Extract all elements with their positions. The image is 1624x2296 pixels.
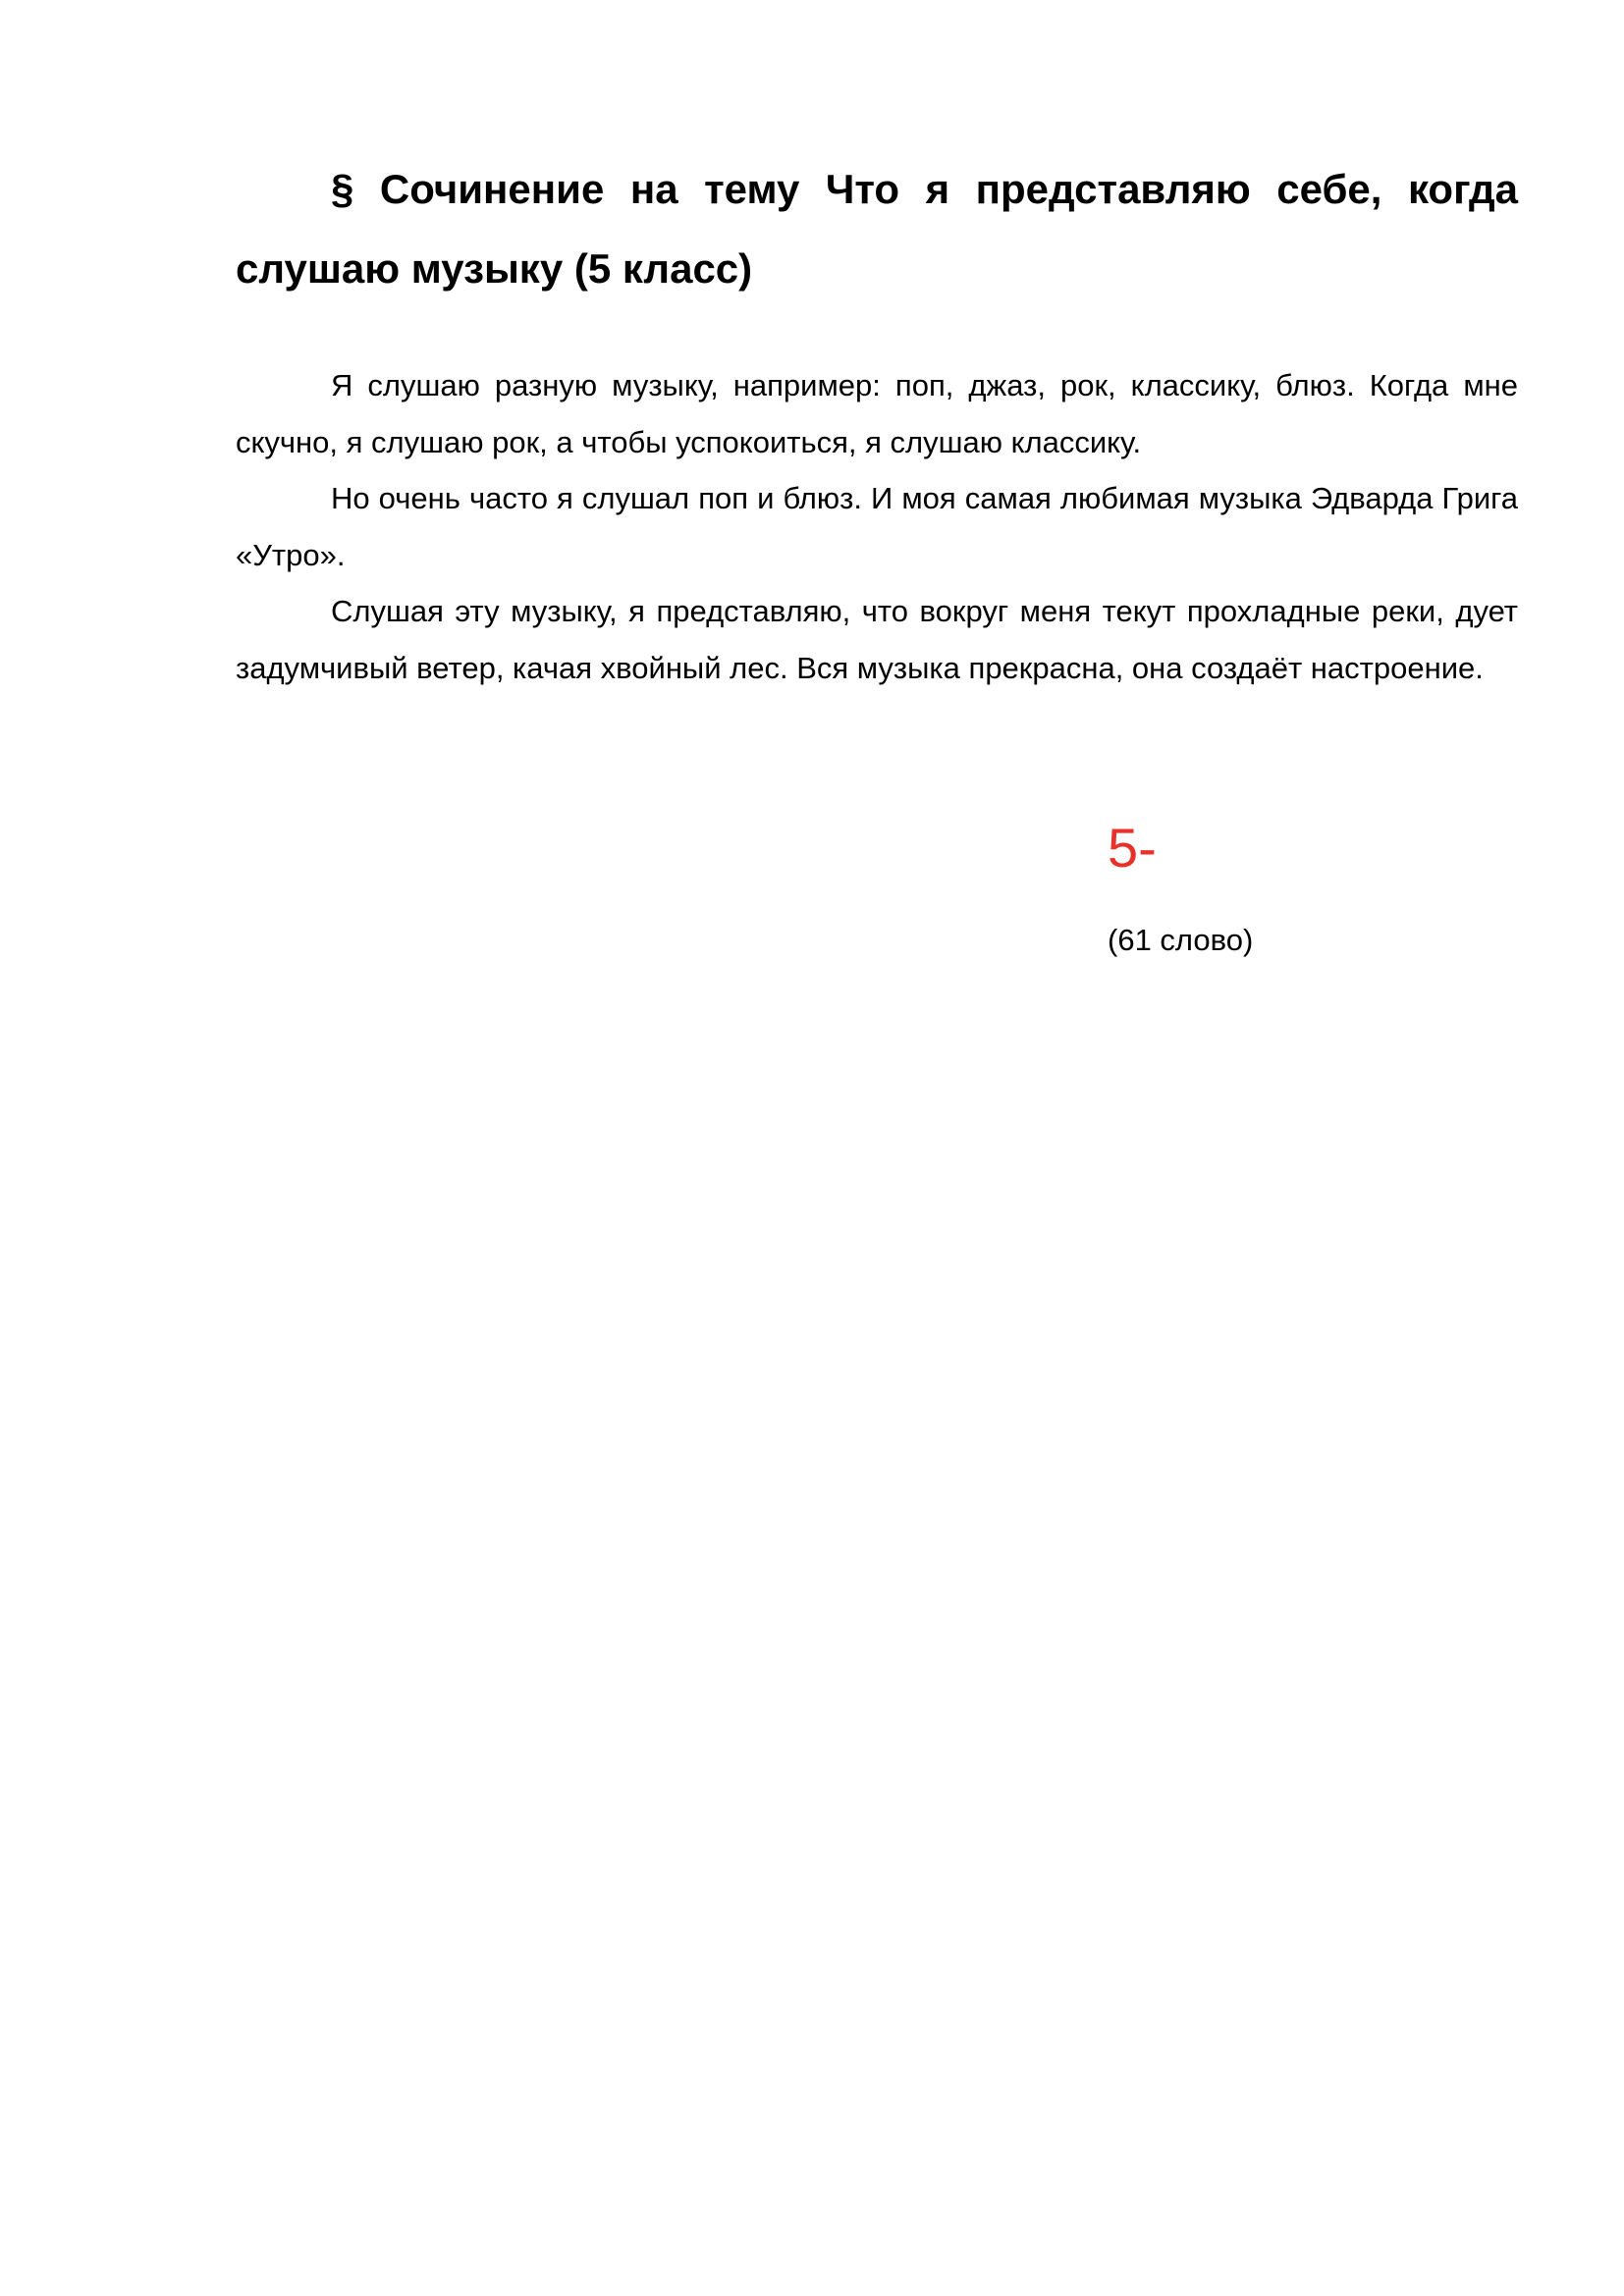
essay-paragraph-1: Я слушаю разную музыку, например: поп, джаз, рок, классику, блюз. Когда мне скучно, я слушаю рок, а чтобы успокоиться, я слушаю классику. [236,368,1518,459]
word-count: (61 слово) [1108,923,1254,957]
grade-mark: 5- [1108,817,1157,879]
essay-paragraph-3: Слушая эту музыку, я представляю, что вокруг меня текут прохладные реки, дует задумчивый ветер, качая хвойный лес. Вся музыка прекрасна, она создаёт настроение. [236,594,1518,685]
document-title: § Сочинение на тему Что я представляю себе, когда слушаю музыку (5 класс) [236,166,1518,292]
essay-paragraph-2: Но очень часто я слушал поп и блюз. И моя самая любимая музыка Эдварда Грига «Утро». [236,481,1518,572]
essay-body [236,357,1518,696]
